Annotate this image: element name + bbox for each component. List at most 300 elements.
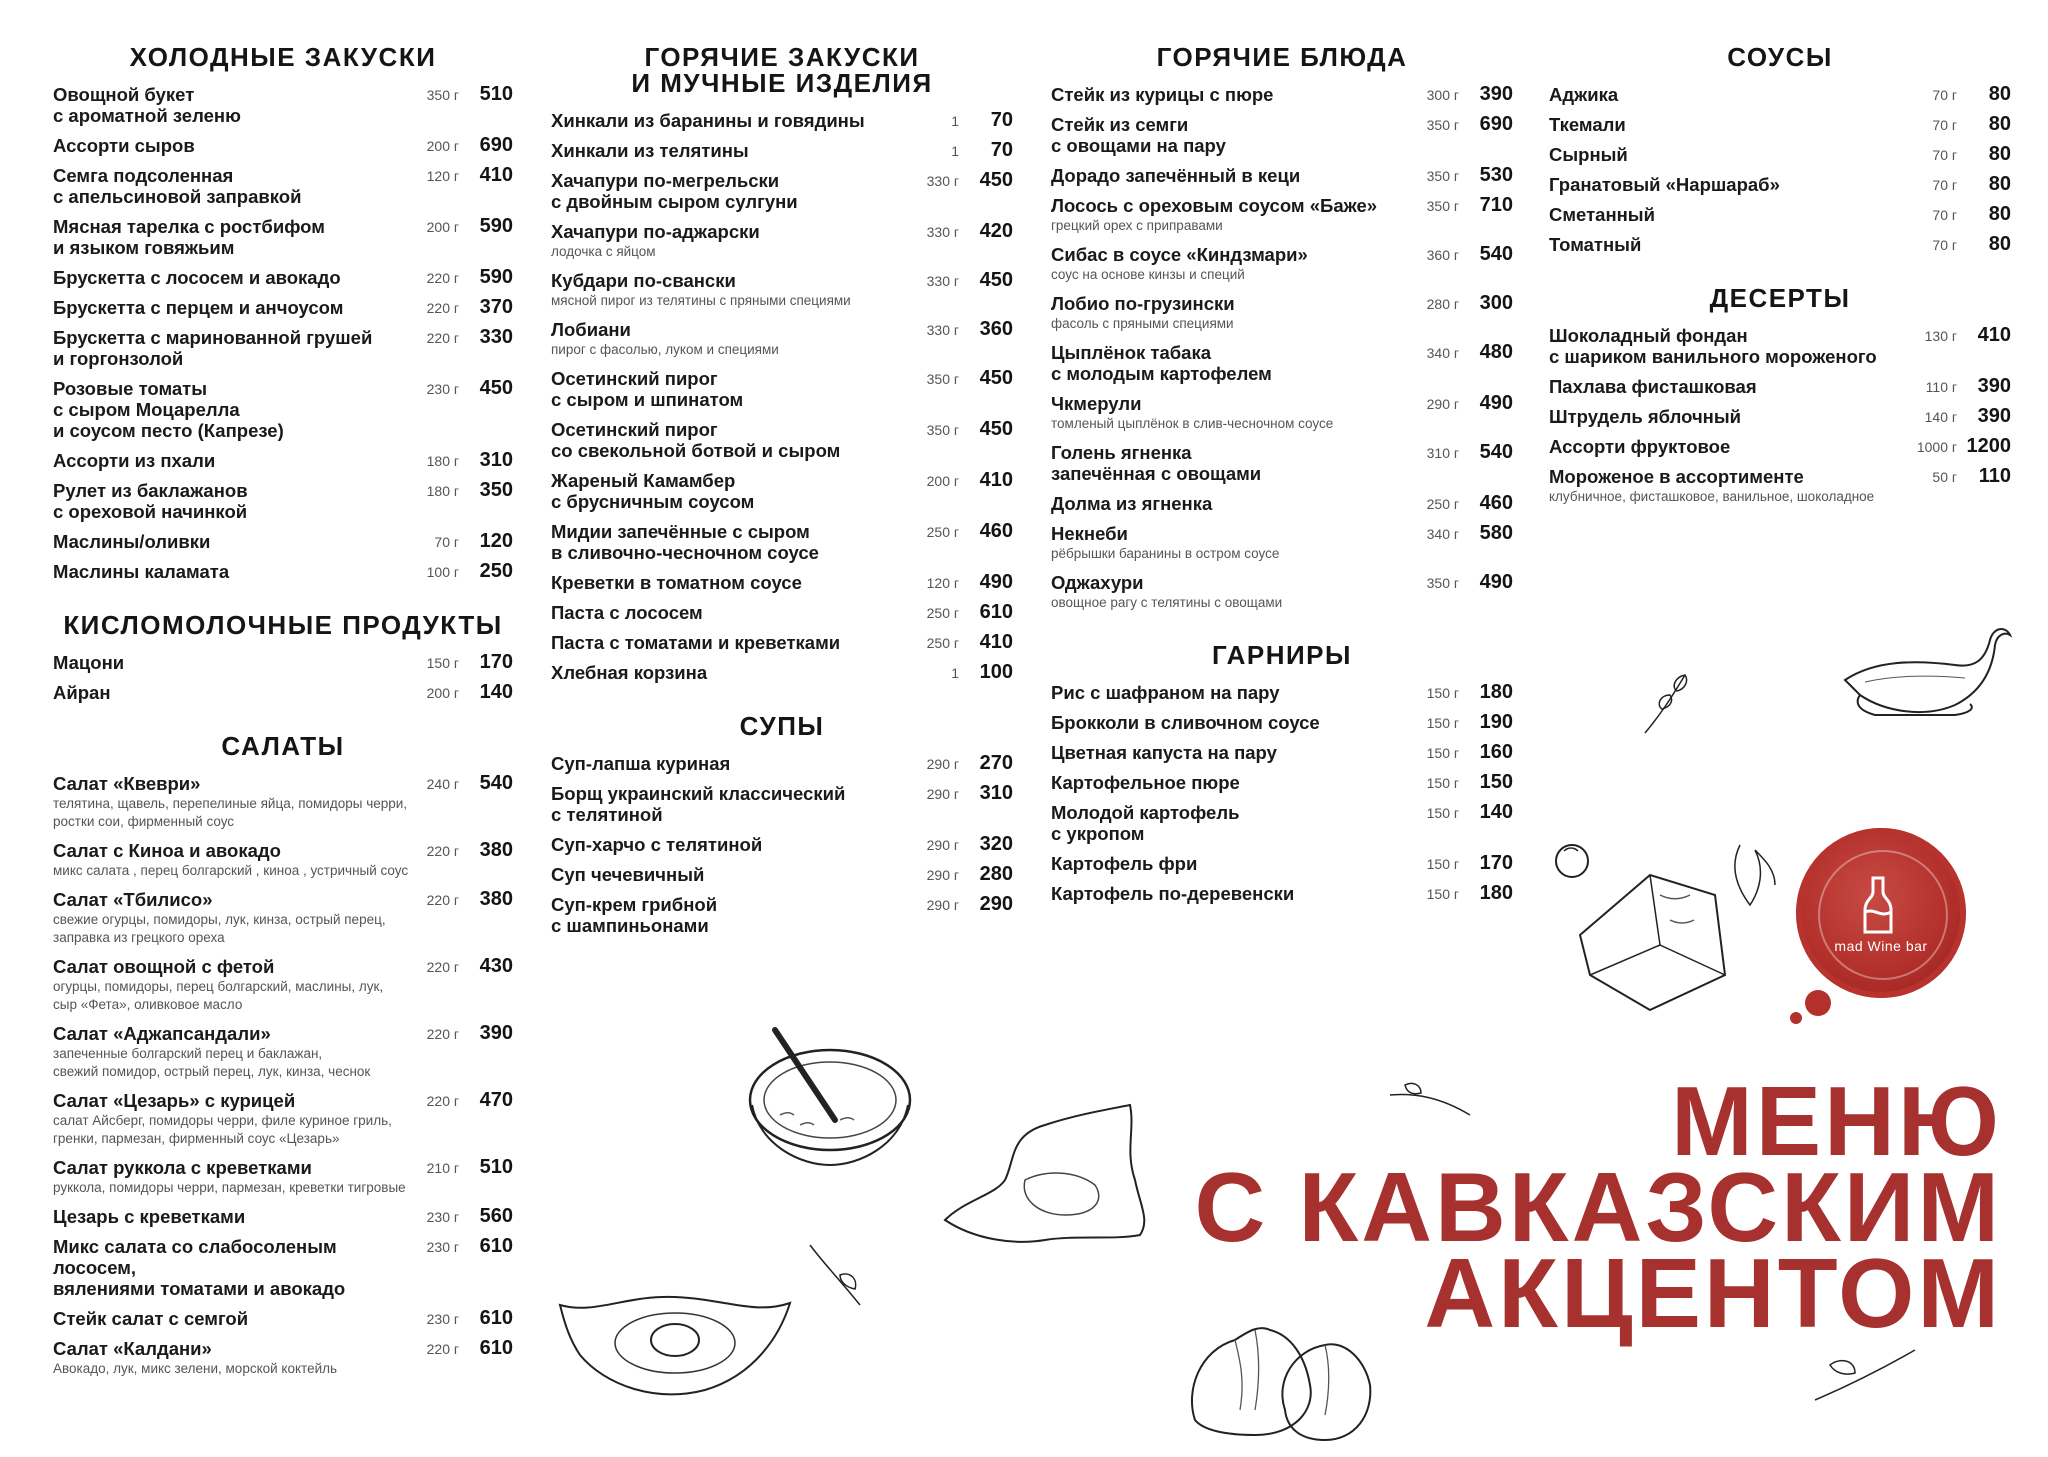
menu-item [53, 480, 513, 522]
menu-item-weight: 350 г [1426, 117, 1459, 133]
menu-item-weight: 120 г [926, 575, 959, 591]
menu-item-weight: 70 г [1932, 177, 1957, 193]
menu-item-name: Стейк из семги с овощами на пару [1051, 114, 1226, 156]
menu-item [1051, 572, 1513, 612]
menu-item-price: 180 [1479, 681, 1513, 703]
menu-item-weight: 150 г [1426, 856, 1459, 872]
menu-item-price: 380 [479, 839, 513, 861]
menu-item [1549, 84, 2011, 105]
menu-item-price: 410 [979, 631, 1013, 653]
menu-item-weight: 250 г [926, 635, 959, 651]
menu-item-price: 80 [1988, 203, 2011, 225]
menu-item-price: 580 [1479, 522, 1513, 544]
section-salads [53, 733, 513, 1378]
menu-item [551, 753, 1013, 774]
menu-item-price: 80 [1988, 113, 2011, 135]
menu-item-price: 120 [479, 530, 513, 552]
menu-item-name: Картофель фри [1051, 853, 1198, 874]
menu-item-price: 170 [1479, 852, 1513, 874]
menu-item-description: соус на основе кинзы и специй [1051, 267, 1245, 282]
section-soups [551, 713, 1013, 936]
menu-item-name: Жареный Камамбер с брусничным соусом [551, 470, 755, 512]
menu-item-weight: 150 г [1426, 745, 1459, 761]
menu-item [551, 270, 1013, 310]
menu-item-name: Сырный [1549, 144, 1628, 165]
menu-item-weight: 1 [951, 143, 959, 159]
menu-item-weight: 330 г [926, 173, 959, 189]
menu-item-name: Борщ украинский классический с телятиной [551, 783, 846, 825]
menu-item-price: 160 [1479, 741, 1513, 763]
menu-item-weight: 150 г [1426, 715, 1459, 731]
adjarian-khachapuri-icon [555, 1285, 795, 1410]
menu-item-weight: 290 г [926, 867, 959, 883]
menu-item-description: лодочка с яйцом [551, 244, 656, 259]
menu-item-name: Айран [53, 682, 111, 703]
menu-item-name: Салат «Тбилисо» [53, 889, 213, 910]
menu-item-weight: 300 г [1426, 87, 1459, 103]
section-hot-dishes [1051, 44, 1513, 612]
menu-item [1549, 174, 2011, 195]
menu-item [1051, 682, 1513, 703]
menu-item-name: Цыплёнок табака с молодым картофелем [1051, 342, 1272, 384]
menu-item-price: 420 [979, 220, 1013, 242]
menu-item [1051, 342, 1513, 384]
menu-item-name: Брускетта с лососем и авокадо [53, 267, 341, 288]
menu-item-weight: 220 г [426, 1026, 459, 1042]
menu-item-weight: 230 г [426, 381, 459, 397]
menu-item-name: Брускетта с маринованной грушей и горгонзолой [53, 327, 373, 369]
menu-item-name: Мацони [53, 652, 125, 673]
section-title: ДЕСЕРТЫ [1709, 283, 1851, 313]
menu-item-price: 390 [479, 1022, 513, 1044]
menu-item [53, 378, 513, 441]
menu-item-price: 380 [479, 888, 513, 910]
section-title: СУПЫ [739, 711, 825, 741]
menu-item-name: Семга подсоленная с апельсиновой заправкой [53, 165, 302, 207]
menu-item-name: Некнеби [1051, 523, 1128, 544]
menu-item-weight: 210 г [426, 1160, 459, 1176]
menu-item-price: 320 [979, 833, 1013, 855]
menu-item [1051, 712, 1513, 733]
menu-item [53, 531, 513, 552]
menu-item-price: 250 [479, 560, 513, 582]
menu-item-name: Микс салата со слабосоленым лососем, вялениями томатами и авокадо [53, 1236, 346, 1299]
menu-item-price: 170 [479, 651, 513, 673]
menu-item-price: 530 [1479, 164, 1513, 186]
menu-item-price: 270 [979, 752, 1013, 774]
menu-item-price: 450 [979, 418, 1013, 440]
wine-bottle-icon [1851, 876, 1911, 936]
menu-item-name: Шоколадный фондан с шариком ванильного мороженого [1549, 325, 1877, 367]
menu-item [1051, 523, 1513, 563]
menu-item [551, 110, 1013, 131]
menu-item-weight: 220 г [426, 1093, 459, 1109]
menu-item-weight: 290 г [926, 837, 959, 853]
menu-item-weight: 1 [951, 113, 959, 129]
parsley-sprig-icon-2 [1810, 1340, 1920, 1410]
menu-item-weight: 70 г [1932, 237, 1957, 253]
menu-item-weight: 350 г [926, 422, 959, 438]
menu-item-price: 610 [479, 1235, 513, 1257]
menu-item-weight: 150 г [1426, 805, 1459, 821]
menu-item [551, 419, 1013, 461]
menu-item-price: 80 [1988, 233, 2011, 255]
menu-item [551, 632, 1013, 653]
section-title: ГОРЯЧИЕ ЗАКУСКИ И МУЧНЫЕ ИЗДЕЛИЯ [631, 42, 933, 98]
menu-item-weight: 290 г [1426, 396, 1459, 412]
menu-item-price: 140 [479, 681, 513, 703]
menu-item-weight: 290 г [926, 756, 959, 772]
menu-item-price: 80 [1988, 173, 2011, 195]
menu-item [53, 450, 513, 471]
menu-item-weight: 150 г [1426, 886, 1459, 902]
menu-item-price: 70 [990, 109, 1013, 131]
menu-item [53, 561, 513, 582]
menu-item [53, 327, 513, 369]
menu-item-name: Ассорти сыров [53, 135, 195, 156]
menu-item-weight: 350 г [926, 371, 959, 387]
menu-item-weight: 200 г [926, 473, 959, 489]
menu-item-weight: 110 г [1925, 379, 1957, 395]
menu-item-price: 140 [1479, 801, 1513, 823]
menu-item-price: 480 [1479, 341, 1513, 363]
menu-item-name: Мороженое в ассортименте [1549, 466, 1804, 487]
menu-item-price: 450 [979, 367, 1013, 389]
menu-item-price: 610 [479, 1337, 513, 1359]
menu-item-weight: 120 г [426, 168, 459, 184]
menu-item-description: салат Айсберг, помидоры черри, филе куриное гриль, гренки, пармезан, фирменный соус «Цезарь» [53, 1113, 392, 1146]
menu-item-description: мясной пирог из телятины с пряными специями [551, 293, 851, 308]
menu-item-weight: 280 г [1426, 296, 1459, 312]
menu-item-weight: 360 г [1426, 247, 1459, 263]
menu-item-name: Цветная капуста на пару [1051, 742, 1277, 763]
menu-item-weight: 240 г [426, 776, 459, 792]
menu-item-price: 290 [979, 893, 1013, 915]
menu-item-price: 280 [979, 863, 1013, 885]
menu-item-weight: 200 г [426, 219, 459, 235]
menu-item [1051, 442, 1513, 484]
menu-column-4 [1549, 44, 2011, 515]
menu-item-name: Маслины/оливки [53, 531, 211, 552]
menu-item [551, 521, 1013, 563]
menu-item-weight: 140 г [1924, 409, 1957, 425]
menu-item-name: Хачапури по-аджарски [551, 221, 760, 242]
menu-column-2 [551, 44, 1013, 945]
menu-item-name: Салат руккола с креветками [53, 1157, 312, 1178]
menu-item-price: 540 [479, 772, 513, 794]
menu-item [53, 84, 513, 126]
menu-item-price: 1200 [1966, 435, 2011, 457]
menu-item-name: Стейк салат с семгой [53, 1308, 249, 1329]
menu-item-description: свежие огурцы, помидоры, лук, кинза, острый перец, заправка из грецкого ореха [53, 912, 386, 945]
menu-item [1549, 436, 2011, 457]
menu-item-price: 510 [479, 83, 513, 105]
menu-item-price: 590 [479, 266, 513, 288]
menu-item-name: Ассорти из пхали [53, 450, 216, 471]
menu-item [1549, 234, 2011, 255]
menu-item-name: Голень ягненка запечённая с овощами [1051, 442, 1262, 484]
menu-item [53, 135, 513, 156]
menu-item-name: Картофельное пюре [1051, 772, 1240, 793]
menu-item-price: 460 [1479, 492, 1513, 514]
menu-item-price: 100 [979, 661, 1013, 683]
menu-item [53, 1236, 513, 1299]
menu-item [1549, 406, 2011, 427]
menu-item [53, 956, 513, 1014]
menu-item-price: 390 [1977, 405, 2011, 427]
menu-item-name: Рулет из баклажанов с ореховой начинкой [53, 480, 248, 522]
menu-item-price: 470 [479, 1089, 513, 1111]
logo-text: mad Wine bar [1834, 938, 1928, 954]
menu-column-3 [1051, 44, 1513, 913]
menu-item [551, 572, 1013, 593]
menu-item-name: Маслины каламата [53, 561, 230, 582]
menu-item-name: Дорадо запечённый в кеци [1051, 165, 1301, 186]
menu-item-weight: 330 г [926, 224, 959, 240]
menu-item-price: 610 [979, 601, 1013, 623]
menu-item-weight: 70 г [1932, 87, 1957, 103]
menu-item [53, 1157, 513, 1197]
menu-item-name: Томатный [1549, 234, 1642, 255]
menu-item [53, 652, 513, 673]
menu-item-weight: 250 г [926, 524, 959, 540]
menu-item-name: Хлебная корзина [551, 662, 708, 683]
menu-item-name: Лобиани [551, 319, 631, 340]
menu-item [1051, 393, 1513, 433]
section-title: ГОРЯЧИЕ БЛЮДА [1156, 42, 1408, 72]
menu-item-weight: 330 г [926, 322, 959, 338]
section-dairy [53, 612, 513, 703]
menu-item-weight: 290 г [926, 786, 959, 802]
menu-item [53, 773, 513, 831]
menu-item-price: 80 [1988, 83, 2011, 105]
menu-item-name: Лосось с ореховым соусом «Баже» [1051, 195, 1378, 216]
menu-item-name: Овощной букет с ароматной зеленю [53, 84, 241, 126]
menu-item-weight: 230 г [426, 1239, 459, 1255]
menu-item-weight: 70 г [1932, 117, 1957, 133]
menu-item-description: руккола, помидоры черри, пармезан, креветки тигровые [53, 1180, 406, 1195]
menu-item-name: Сметанный [1549, 204, 1655, 225]
menu-item-description: овощное рагу с телятины с овощами [1051, 595, 1283, 610]
menu-item-name: Суп-харчо с телятиной [551, 834, 763, 855]
menu-item-weight: 150 г [1426, 775, 1459, 791]
menu-item-weight: 340 г [1426, 526, 1459, 542]
herb-sprig-icon [1640, 665, 1700, 735]
menu-item-name: Хачапури по-мегрельски с двойным сыром сулгуни [551, 170, 798, 212]
menu-item-description: фасоль с пряными специями [1051, 316, 1234, 331]
menu-item-price: 330 [479, 326, 513, 348]
menu-item-price: 710 [1479, 194, 1513, 216]
menu-item-weight: 350 г [1426, 198, 1459, 214]
menu-item-name: Суп чечевичный [551, 864, 705, 885]
logo-drip [1805, 990, 1831, 1016]
menu-item-weight: 350 г [426, 87, 459, 103]
menu-item-name: Салат «Аджапсандали» [53, 1023, 271, 1044]
cheese-sketch-icon [1540, 825, 1780, 1015]
menu-item [53, 889, 513, 947]
menu-item-price: 540 [1479, 441, 1513, 463]
menu-item-price: 610 [479, 1307, 513, 1329]
menu-item [1051, 244, 1513, 284]
menu-item-weight: 220 г [426, 843, 459, 859]
menu-item-price: 300 [1479, 292, 1513, 314]
menu-item-name: Картофель по-деревенски [1051, 883, 1295, 904]
section-sauces [1549, 44, 2011, 255]
menu-item [1549, 144, 2011, 165]
menu-item-weight: 250 г [1426, 496, 1459, 512]
menu-item-name: Ткемали [1549, 114, 1626, 135]
menu-item-weight: 200 г [426, 138, 459, 154]
menu-item [551, 894, 1013, 936]
menu-item-name: Кубдари по-свански [551, 270, 736, 291]
menu-item [551, 834, 1013, 855]
soup-bowl-icon [740, 1025, 920, 1175]
menu-item-name: Салат «Цезарь» с курицей [53, 1090, 296, 1111]
menu-item-weight: 70 г [1932, 147, 1957, 163]
menu-item-price: 110 [1978, 465, 2011, 487]
menu-item-name: Рис с шафраном на пару [1051, 682, 1280, 703]
menu-item-description: микс салата , перец болгарский , киноа , устричный соус [53, 863, 409, 878]
wine-bar-logo [1796, 828, 1966, 998]
menu-item-weight: 250 г [926, 605, 959, 621]
menu-item-price: 690 [1479, 113, 1513, 135]
menu-item-description: запеченные болгарский перец и баклажан, свежий помидор, острый перец, лук, кинза, чеснок [53, 1046, 371, 1079]
gravy-boat-icon [1835, 620, 2015, 730]
menu-item [1051, 165, 1513, 186]
menu-item-name: Хинкали из баранины и говядины [551, 110, 865, 131]
menu-item-name: Осетинский пирог со свекольной ботвой и сыром [551, 419, 841, 461]
menu-title: МЕНЮ С КАВКАЗСКИМ АКЦЕНТОМ [1194, 1066, 2002, 1348]
menu-item-price: 490 [1479, 392, 1513, 414]
menu-item [53, 1338, 513, 1378]
menu-item-price: 410 [979, 469, 1013, 491]
menu-item [1051, 493, 1513, 514]
menu-item-name: Суп-лапша куриная [551, 753, 731, 774]
menu-item [53, 840, 513, 880]
menu-item-description: грецкий орех с приправами [1051, 218, 1223, 233]
menu-item-name: Салат «Квеври» [53, 773, 201, 794]
menu-item-name: Розовые томаты с сыром Моцарелла и соусом песто (Капрезе) [53, 378, 284, 441]
menu-item [1051, 802, 1513, 844]
menu-item-name: Мясная тарелка с ростбифом и языком говяжьим [53, 216, 325, 258]
menu-item-weight: 230 г [426, 1209, 459, 1225]
menu-item-weight: 1000 г [1916, 439, 1957, 455]
menu-item-weight: 220 г [426, 300, 459, 316]
menu-item-price: 560 [479, 1205, 513, 1227]
menu-item-name: Мидии запечённые с сыром в сливочно-чесночном соусе [551, 521, 819, 563]
menu-item-name: Молодой картофель с укропом [1051, 802, 1240, 844]
section-sides [1051, 642, 1513, 904]
menu-item [53, 1308, 513, 1329]
menu-item-name: Хинкали из телятины [551, 140, 749, 161]
menu-item-name: Цезарь с креветками [53, 1206, 246, 1227]
section-cold-appetizers [53, 44, 513, 582]
menu-item [1051, 84, 1513, 105]
menu-item-price: 540 [1479, 243, 1513, 265]
menu-item-price: 310 [979, 782, 1013, 804]
menu-item-weight: 350 г [1426, 575, 1459, 591]
menu-item [1549, 114, 2011, 135]
menu-item-weight: 130 г [1924, 328, 1957, 344]
menu-item-name: Лобио по-грузински [1051, 293, 1235, 314]
menu-item-price: 490 [1479, 571, 1513, 593]
menu-item [1549, 325, 2011, 367]
menu-item [551, 140, 1013, 161]
menu-item-description: телятина, щавель, перепелиные яйца, помидоры черри, ростки сои, фирменный соус [53, 796, 408, 829]
menu-item [53, 1090, 513, 1148]
menu-item-price: 80 [1988, 143, 2011, 165]
menu-item [53, 297, 513, 318]
menu-item-weight: 70 г [1932, 207, 1957, 223]
menu-item-price: 690 [479, 134, 513, 156]
menu-item [1051, 195, 1513, 235]
menu-item [53, 1023, 513, 1081]
menu-item-name: Аджика [1549, 84, 1619, 105]
menu-item-name: Оджахури [1051, 572, 1144, 593]
menu-item-name: Штрудель яблочный [1549, 406, 1742, 427]
menu-item-price: 510 [479, 1156, 513, 1178]
menu-item [1051, 742, 1513, 763]
menu-item-name: Паста с лососем [551, 602, 703, 623]
menu-item-price: 360 [979, 318, 1013, 340]
section-title: СОУСЫ [1727, 42, 1833, 72]
menu-item [551, 470, 1013, 512]
menu-item-weight: 150 г [426, 655, 459, 671]
menu-item-price: 460 [979, 520, 1013, 542]
menu-item-name: Пахлава фисташковая [1549, 376, 1757, 397]
menu-item-weight: 1 [951, 665, 959, 681]
menu-item-weight: 330 г [926, 273, 959, 289]
menu-item-weight: 150 г [1426, 685, 1459, 701]
menu-item-weight: 100 г [426, 564, 459, 580]
menu-item [53, 682, 513, 703]
menu-item-price: 350 [479, 479, 513, 501]
menu-item-price: 390 [1479, 83, 1513, 105]
menu-item [551, 221, 1013, 261]
menu-item-price: 190 [1479, 711, 1513, 733]
section-desserts [1549, 285, 2011, 506]
menu-item-price: 410 [1977, 324, 2011, 346]
menu-item-name: Ассорти фруктовое [1549, 436, 1731, 457]
menu-item-name: Долма из ягненка [1051, 493, 1213, 514]
menu-item-price: 310 [479, 449, 513, 471]
menu-item-weight: 50 г [1932, 469, 1957, 485]
menu-item-weight: 70 г [434, 534, 459, 550]
menu-item-weight: 200 г [426, 685, 459, 701]
menu-item-name: Брокколи в сливочном соусе [1051, 712, 1320, 733]
menu-item-name: Паста с томатами и креветками [551, 632, 841, 653]
menu-column-1 [53, 44, 513, 1387]
menu-item-weight: 220 г [426, 270, 459, 286]
menu-item-price: 430 [479, 955, 513, 977]
menu-item-price: 370 [479, 296, 513, 318]
menu-item [551, 368, 1013, 410]
menu-item [1549, 204, 2011, 225]
menu-item-weight: 180 г [426, 453, 459, 469]
menu-item [1051, 883, 1513, 904]
menu-item [53, 267, 513, 288]
menu-item-name: Суп-крем грибной с шампиньонами [551, 894, 718, 936]
menu-item-description: клубничное, фисташковое, ванильное, шоколадное [1549, 489, 1875, 504]
menu-item [1549, 466, 2011, 506]
section-title: КИСЛОМОЛОЧНЫЕ ПРОДУКТЫ [63, 610, 503, 640]
menu-item-name: Сибас в соусе «Киндзмари» [1051, 244, 1308, 265]
menu-item-description: томленый цыплёнок в слив-чесночном соусе [1051, 416, 1334, 431]
menu-item-name: Креветки в томатном соусе [551, 572, 802, 593]
menu-item-weight: 220 г [426, 1341, 459, 1357]
menu-item-description: огурцы, помидоры, перец болгарский, маслины, лук, сыр «Фета», оливковое масло [53, 979, 384, 1012]
menu-item-name: Осетинский пирог с сыром и шпинатом [551, 368, 744, 410]
